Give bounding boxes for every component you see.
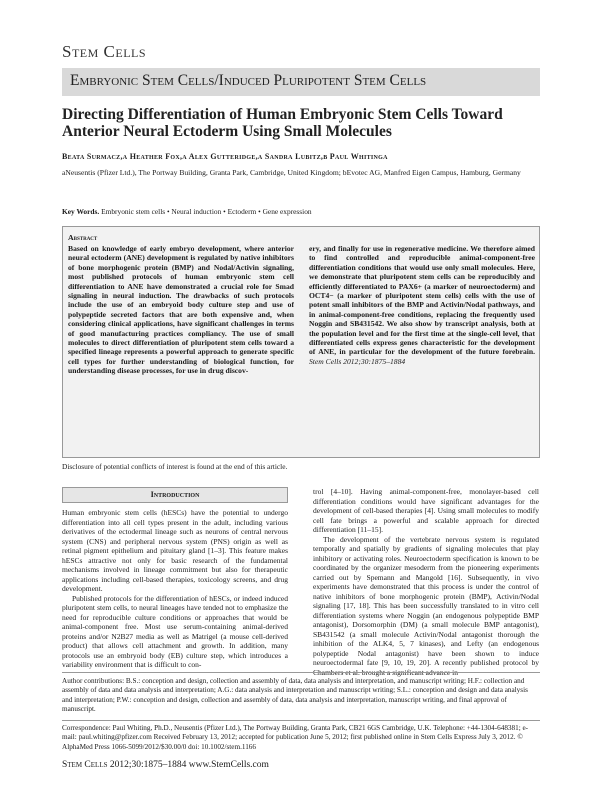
keywords-label: Key Words. <box>62 207 100 216</box>
keywords <box>62 207 542 216</box>
author-list: Beata Surmacz,a Heather Fox,a Alex Gutteridge,a Sandra Lubitz,b Paul Whitinga <box>62 152 388 161</box>
footer-journal: Stem Cells <box>62 760 108 770</box>
intro-paragraph-1: Human embryonic stem cells (hESCs) have the potential to undergo differentiation into all cell types present in the adult, including various derivatives of the ectodermal lineage such as neurons of central nervous system (CNS) and peripheral nervous system (PNS) origin as well as retinal pigment epithelium and pituitary gland [1–3]. This feature makes hESCs attractive not only for basic research of the fundamental mechanisms involved in lineage commitment but also for therapeutic applications including cell-based therapies, toxicology screens, and drug development. <box>62 508 288 593</box>
footer-url[interactable]: www.StemCells.com <box>188 760 269 770</box>
disclosure-note: Disclosure of potential conflicts of interest is found at the end of this article. <box>62 462 288 471</box>
introduction-heading: Introduction <box>62 487 288 503</box>
intro-paragraph-3: trol [4–10]. Having animal-component-free, monolayer-based cell differentiation conditions would have significant advantages for the development of cell-based therapies [4]. Using small molecules to modify cell fate brings a powerful and scalable approach for directed differentiation [11–15]. <box>313 487 539 534</box>
correspondence: Correspondence: Paul Whiting, Ph.D., Neusentis (Pfizer Ltd.), The Portway Building, Granta Park, CB21 6GS Cambridge, U.K. Telephone: +44-1304-648381; e-mail: paul.whiting@pfizer.com Received February 13, 2012; accepted for publication June 5, 2012; first published online in Stem Cells Express July 3, 2012. © AlphaMed Press 1066-5099/2012/$30.00/0 doi: 10.1002/stem.1166 <box>62 720 540 752</box>
abstract-citation: Stem Cells 2012;30:1875–1884 <box>309 356 406 366</box>
keywords-list: Embryonic stem cells • Neural induction • Ectoderm • Gene expression <box>101 207 312 216</box>
journal-logo: Stem Cells <box>62 42 147 61</box>
abstract-heading: Abstract <box>68 233 98 242</box>
intro-paragraph-2: Published protocols for the differentiation of hESCs, or indeed induced pluripotent stem cells, to neural lineages have tended not to emphasize the need for reproducible culture conditions or approaches that would be animal-component free. Most use serum-containing animal-derived proteins and/or N2B27 media as well as Matrigel (a mouse cell-derived product) that allows cell attachment and growth. In addition, many protocols use an embryoid body (EB) culture step, which introduces a variability environment that is difficult to con- <box>62 593 288 669</box>
intro-paragraph-4: The development of the vertebrate nervous system is regulated temporally and spatially by gradients of signaling molecules that play inhibitory or activating roles. Neuroectoderm specification is known to be coordinated by the organizer mesoderm from the pioneering experiments carried out by Spemann and Mangold [16]. Subsequently, in vivo experiments have demonstrated that this process is under the control of native inhibitors of bone morphogenic protein (BMP), Activin/Nodal signaling [17, 18]. This has been successfully translated to in vitro cell differentiation systems where Noggin (an endogenous polypeptide BMP antagonist), Dorsomorphin (DM) (a small molecule BMP antagonist), SB431542 (a small molecule Activin/Nodal antagonist thorough the inhibition of the ALK4, 5, 7 kinases), and Lefty (an endogenous polypeptide Nodal antagonist) have been shown to induce neuroectodermal fate [9, 10, 19, 20]. A recently published protocol by Chambers et al. brought a significant advance in <box>313 534 539 677</box>
footer-citation: 2012;30:1875–1884 <box>109 760 187 770</box>
page-footer <box>62 760 269 770</box>
abstract-right-column <box>309 244 535 454</box>
affiliations: aNeusentis (Pfizer Ltd.), The Portway Building, Granta Park, Cambridge, United Kingdom; bEvotec AG, Manfred Eigen Campus, Hamburg, Germany <box>62 168 521 177</box>
author-contributions: Author contributions: B.S.: conception and design, collection and assembly of data, data analysis and interpretation, and manuscript writing; H.F.: collection and assembly of data and data analysis and interpretation; A.G.: data analysis and interpretation and manuscript writing; S.L.: conception and design and data analysis and interpretation; P.W.: conception and design, collection and assembly of data, data analysis and interpretation, manuscript writing, and final approval of manuscript. <box>62 672 540 714</box>
abstract-right-text: ery, and finally for use in regenerative medicine. We therefore aimed to find controlled and reproducible animal-component-free differentiation conditions that would use only small molecules. Here, we demonstrate that pluripotent stem cells can be reproducibly and efficiently differentiated to PAX6+ (a marker of neuroectoderm) and OCT4− (a marker of pluripotent stem cells) cells with the use of potent small inhibitors of the BMP and Activin/Nodal pathways, and in animal-component-free conditions, replacing the frequently used Noggin and SB431542. We also show by transcript analysis, both at the population level and for the first time at the single-cell level, that differentiated cells express genes characteristic for the development of ANE, in particular for the development of the future forebrain. <box>309 244 535 357</box>
article-title: Directing Differentiation of Human Embryonic Stem Cells Toward Anterior Neural Ectoderm Using Small Molecules <box>62 106 503 140</box>
abstract-left-column: Based on knowledge of early embryo development, where anterior neural ectoderm (ANE) development is regulated by native inhibitors of bone morphogenic protein (BMP) and Nodal/Activin signaling, most published protocols of human embryonic stem cell differentiation to ANE have demonstrated a crucial role for Smad signaling in neural induction. The drawbacks of such protocols include the use of an embryoid body culture step and use of polypeptide secreted factors that are both expensive and, when considering clinical applications, have significant challenges in terms of good manufacturing practices compliancy. The use of small molecules to direct differentiation of pluripotent stem cells toward a specified lineage represents a powerful approach to generate specific cell types for further understanding of biological function, for understanding disease processes, for use in drug discov- <box>68 244 294 376</box>
abstract-box <box>62 226 540 458</box>
section-banner: Embryonic Stem Cells/Induced Pluripotent Stem Cells <box>62 68 540 96</box>
